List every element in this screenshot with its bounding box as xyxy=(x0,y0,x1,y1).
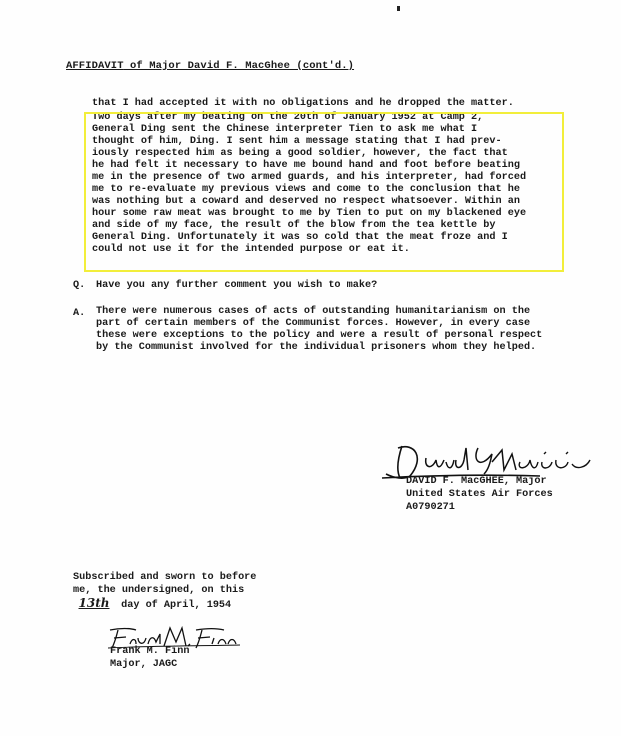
paragraph-line: General Ding sent the Chinese interpreter Tien to ask me what I xyxy=(92,124,478,135)
paragraph-line: thought of him, Ding. I sent him a message stating that I had prev- xyxy=(92,136,502,147)
highlight-box xyxy=(84,112,564,272)
notary-day: 13th xyxy=(78,596,110,610)
answer-line: these were exceptions to the policy and were a result of personal respect xyxy=(96,330,543,341)
answer-label: A. xyxy=(73,308,86,319)
answer-line: by the Communist involved for the individual prisoners whom they helped. xyxy=(96,342,537,353)
paragraph-line: and side of my face, the result of the blow from the tea kettle by xyxy=(92,220,496,231)
paragraph-line: me to re-evaluate my previous views and come to the conclusion that he xyxy=(92,184,520,195)
notary-line3 xyxy=(73,598,231,611)
notary-rank: Major, JAGC xyxy=(110,659,178,670)
heading-affidavit: AFFIDAVIT xyxy=(66,60,124,72)
paragraph-line: General Ding. Unfortunately it was so cold that the meat froze and I xyxy=(92,232,508,243)
question-text: Have you any further comment you wish to make? xyxy=(96,280,378,291)
document-heading xyxy=(66,60,354,72)
answer-line: There were numerous cases of acts of outstanding humanitarianism on the xyxy=(96,306,531,317)
signer-name: DAVID F. MacGHEE, Major xyxy=(406,476,547,487)
signer-org: United States Air Forces xyxy=(406,489,553,500)
question-label: Q. xyxy=(73,280,86,291)
notary-date-rest: day of April, 1954 xyxy=(115,600,232,611)
paragraph-line: he had felt it necessary to have me bound hand and foot before beating xyxy=(92,160,520,171)
answer-line: part of certain members of the Communist forces. However, in every case xyxy=(96,318,531,329)
paragraph-line: Two days after my beating on the 20th of January 1952 at Camp 2, xyxy=(92,112,484,123)
ink-speck xyxy=(397,6,400,11)
notary-line2: me, the undersigned, on this xyxy=(73,585,245,596)
paragraph-line: hour some raw meat was brought to me by Tien to put on my blackened eye xyxy=(92,208,527,219)
notary-name: Frank M. Finn xyxy=(110,646,190,657)
paragraph-line: was nothing but a coward and deserved no respect whatsoever. Within an xyxy=(92,196,520,207)
paragraph-line: that I had accepted it with no obligations and he dropped the matter. xyxy=(92,98,514,109)
paragraph-line: iously respected him as being a good soldier, however, the fact that xyxy=(92,148,508,159)
heading-rest: of Major David F. MacGhee (cont'd.) xyxy=(123,60,355,72)
paragraph-line: me in the presence of two armed guards, and his interpreter, had forced xyxy=(92,172,527,183)
notary-line1: Subscribed and sworn to before xyxy=(73,572,257,583)
paragraph-line: could not use it for the intended purpose or eat it. xyxy=(92,244,410,255)
signer-serial: A0790271 xyxy=(406,502,455,513)
